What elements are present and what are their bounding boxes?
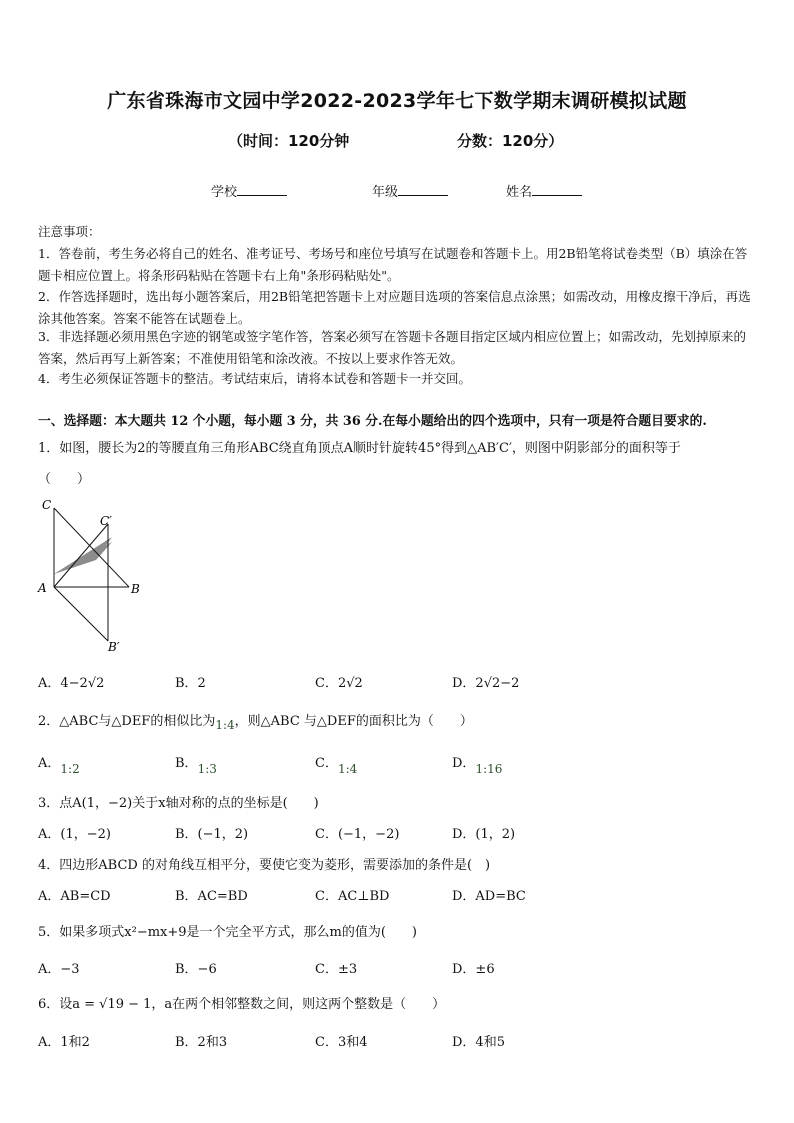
q2-option-a-label: A． [38,756,61,771]
q1-option-b[interactable]: B．2 [175,676,206,691]
q1-stem: 1．如图，腰长为2的等腰直角三角形ABC绕直角顶点A顺时针旋转45°得到△AB′C′，则图中阴影部分的面积等于 [38,441,681,456]
q6-option-c[interactable]: C．3和4 [315,1035,368,1050]
q5-option-c[interactable]: C．±3 [315,962,358,977]
q2-option-b-value: 1:3 [197,762,217,776]
side-BC [54,508,129,587]
q5-option-d[interactable]: D．±6 [452,962,495,977]
q2-ratio: 1:4 [215,718,235,732]
q2-option-b[interactable] [175,752,217,776]
q3-option-b[interactable]: B．(−1，2) [175,827,249,842]
q1-option-d[interactable]: D．2√2−2 [452,676,520,691]
q1-option-a[interactable]: A．4−2√2 [38,676,105,691]
name-blank [532,183,582,196]
q1-stem-paren: （ ） [38,472,91,487]
notice-heading: 注意事项： [38,224,101,239]
q4-option-a[interactable]: A．AB=CD [38,889,111,904]
grade-field [372,181,448,200]
q4-option-d[interactable]: D．AD=BC [452,889,526,904]
q5-option-b[interactable]: B．−6 [175,962,217,977]
q5-stem: 5．如果多项式x²−mx+9是一个完全平方式，那么m的值为( ) [38,925,417,940]
q2-option-b-label: B． [175,756,198,771]
q2-option-c-value: 1:4 [337,762,358,776]
name-field [506,181,582,200]
q3-stem: 3．点A(1，−2)关于x轴对称的点的坐标是( ) [38,796,319,811]
notice-item-1: 1．答卷前，考生务必将自己的姓名、准考证号、考场号和座位号填写在试题卷和答题卡上。用2B铅笔将试卷类型（B）填涂在答题卡相应位置上。将条形码粘贴在答题卡右上角"条形码粘贴处"。 [38,246,748,283]
q2-option-d-label: D． [452,756,476,771]
q5-option-a[interactable]: A．−3 [38,962,80,977]
school-blank [237,183,287,196]
shaded-region-fill [54,537,112,574]
notice-item-2: 2．作答选择题时，选出每小题答案后，用2B铅笔把答题卡上对应题目选项的答案信息点涂黑；如需改动，用橡皮擦干净后，再选涂其他答案。答案不能答在试题卷上。 [38,289,751,326]
q3-option-a[interactable]: A．(1，−2) [38,827,111,842]
q2-stem [38,710,473,732]
label-Bprime: B′ [108,640,120,654]
name-label: 姓名 [506,185,533,200]
label-Cprime: C′ [100,514,112,528]
q2-stem-part1: 2．△ABC与△DEF的相似比为 [38,714,216,729]
notice-item-4: 4．考生必须保证答题卡的整洁。考试结束后，请将本试卷和答题卡一并交回。 [38,371,471,386]
q2-option-c-label: C． [315,756,338,771]
q2-option-d[interactable] [452,752,503,776]
label-A: A [38,581,47,595]
q4-option-b[interactable]: B．AC=BD [175,889,248,904]
side-ABp [54,587,108,641]
label-B: B [131,582,140,596]
notice-item-3: 3．非选择题必须用黑色字迹的钢笔或签字笔作答，答案必须写在答题卡各题目指定区域内相应位置上；如需改动，先划掉原来的答案，然后再写上新答案；不准使用铅笔和涂改液。不按以上要求作答无效。 [38,329,746,366]
q2-option-a-value: 1:2 [60,762,80,776]
school-field [211,181,287,200]
label-C: C [42,498,52,512]
q4-stem: 4．四边形ABCD 的对角线互相平分，要使它变为菱形，需要添加的条件是( ) [38,858,491,873]
q3-option-d[interactable]: D．(1，2) [452,827,516,842]
q6-option-a[interactable]: A．1和2 [38,1035,90,1050]
q6-stem: 6．设a = √19 − 1，a在两个相邻整数之间，则这两个整数是（ ） [38,997,446,1012]
q2-stem-part2: ，则△ABC 与△DEF的面积比为（ ） [234,714,473,729]
q1-option-c[interactable]: C．2√2 [315,676,363,691]
time-label: （时间：120分钟 [228,132,350,150]
grade-label: 年级 [372,185,399,200]
q2-option-c[interactable] [315,752,358,776]
q2-option-d-value: 1:16 [475,762,503,776]
section-heading: 一、选择题：本大题共 12 个小题，每小题 3 分，共 36 分.在每小题给出的四个选项中，只有一项是符合题目要求的. [38,414,707,429]
score-label: 分数：120分） [457,132,564,150]
school-label: 学校 [211,185,238,200]
q4-option-c[interactable]: C．AC⊥BD [315,889,390,904]
q3-option-c[interactable]: C．(−1，−2) [315,827,400,842]
q6-option-b[interactable]: B．2和3 [175,1035,228,1050]
q6-option-d[interactable]: D．4和5 [452,1035,505,1050]
grade-blank [398,183,448,196]
q1-triangle-figure [36,496,146,656]
q2-option-a[interactable] [38,752,80,776]
page-title: 广东省珠海市文园中学2022-2023学年七下数学期末调研模拟试题 [107,90,687,112]
